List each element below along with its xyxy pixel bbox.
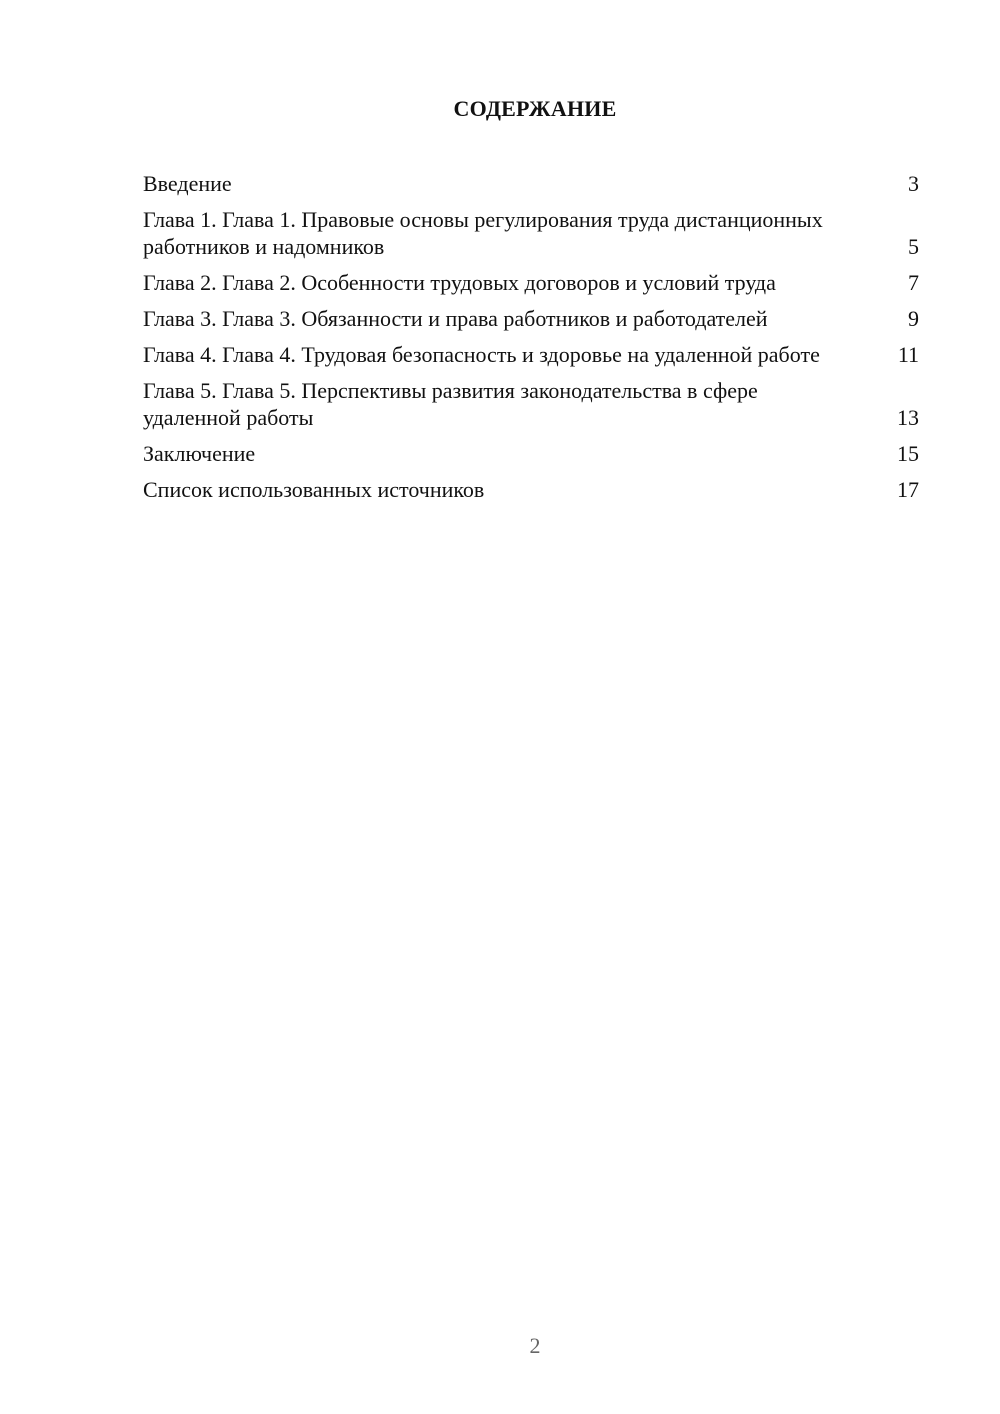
toc-entry-label: Глава 4. Глава 4. Трудовая безопасность и здоровье на удаленной работе bbox=[143, 342, 820, 367]
toc-entry-introduction[interactable] bbox=[143, 170, 919, 197]
toc-entry-page: 7 bbox=[908, 270, 919, 295]
toc-entry-chapter-5[interactable] bbox=[143, 377, 919, 431]
toc-entry-page: 5 bbox=[908, 234, 919, 259]
toc-entry-label: Глава 1. Глава 1. Правовые основы регулирования труда дистанционных работников и надомников bbox=[143, 207, 823, 259]
toc-entry-references[interactable] bbox=[143, 476, 919, 503]
toc-entry-label: Введение bbox=[143, 171, 232, 196]
toc-entry-label: Список использованных источников bbox=[143, 477, 485, 502]
toc-entry-page: 13 bbox=[897, 405, 919, 430]
toc-entry-page: 3 bbox=[908, 171, 919, 196]
toc-entry-chapter-3[interactable] bbox=[143, 305, 919, 332]
toc-entry-label: Глава 5. Глава 5. Перспективы развития законодательства в сфере удаленной работы bbox=[143, 378, 758, 430]
toc-entry-label: Глава 3. Глава 3. Обязанности и права работников и работодателей bbox=[143, 306, 768, 331]
toc-entry-page: 11 bbox=[897, 342, 919, 367]
toc-entry-label: Глава 2. Глава 2. Особенности трудовых договоров и условий труда bbox=[143, 270, 776, 295]
toc-entry-conclusion[interactable] bbox=[143, 440, 919, 467]
toc-entry-page: 15 bbox=[897, 441, 919, 466]
toc-entry-chapter-1[interactable] bbox=[143, 206, 919, 260]
page-number: 2 bbox=[529, 1333, 541, 1358]
toc-entry-chapter-4[interactable] bbox=[143, 341, 919, 368]
table-of-contents bbox=[143, 170, 919, 512]
toc-entry-chapter-2[interactable] bbox=[143, 269, 919, 296]
toc-entry-page: 17 bbox=[897, 477, 919, 502]
toc-title: СОДЕРЖАНИЕ bbox=[453, 96, 617, 121]
toc-entry-page: 9 bbox=[908, 306, 919, 331]
toc-entry-label: Заключение bbox=[143, 441, 256, 466]
